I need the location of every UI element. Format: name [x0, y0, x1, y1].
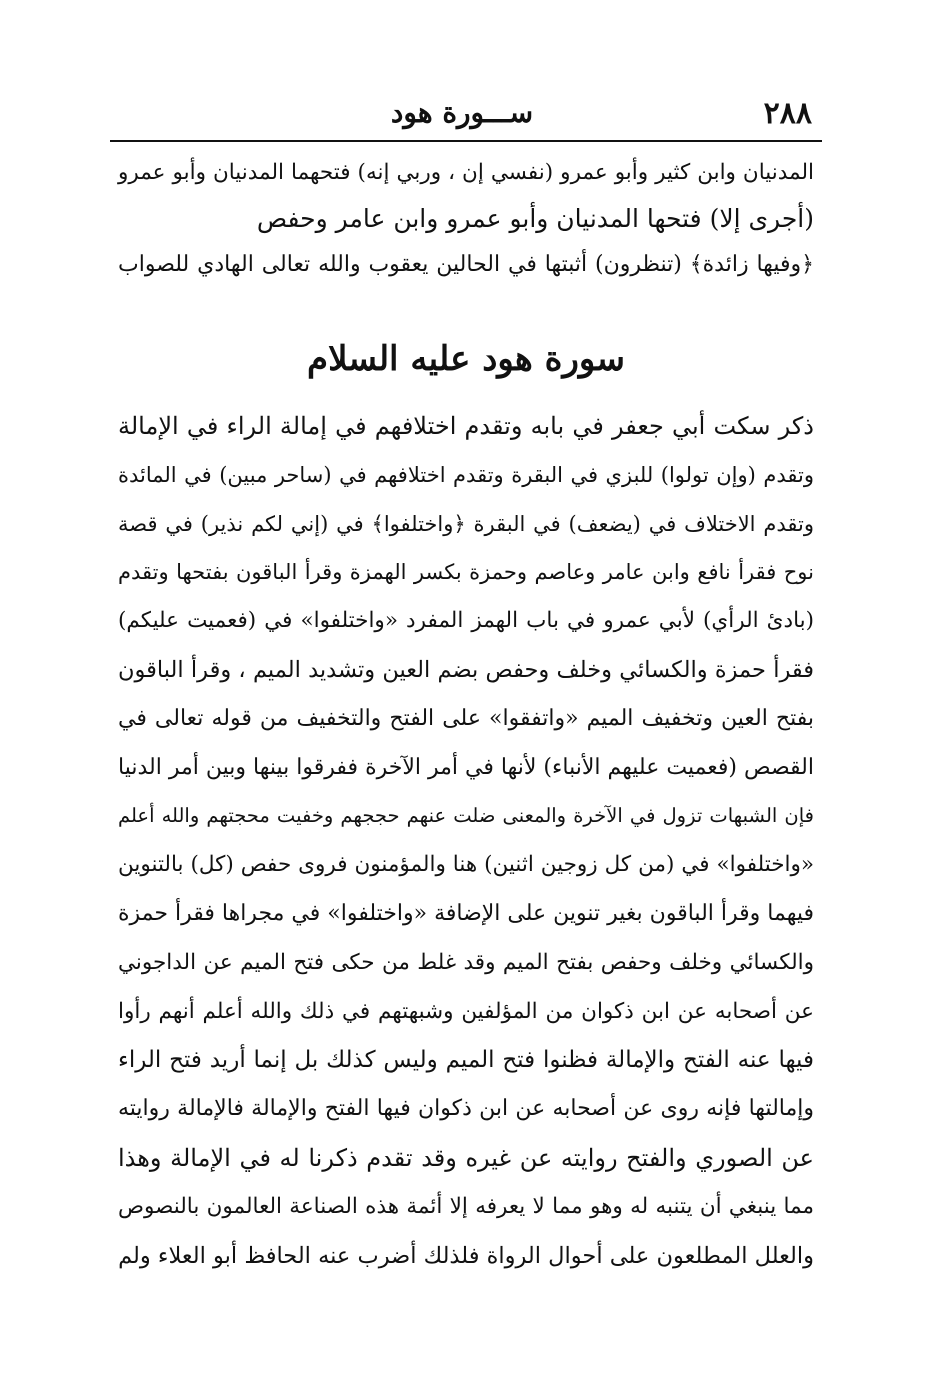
page-header [112, 92, 812, 132]
text-line: عن الصوري والفتح روايته عن غيره وقد تقدم ذكرنا له في الإمالة وهذا [118, 1143, 814, 1172]
text-line: فيها عنه الفتح والإمالة فظنوا فتح الميم وليس كذلك بل إنما أريد فتح الراء [118, 1047, 814, 1074]
text-line: نوح فقرأ نافع وابن عامر وعاصم وحمزة بكسر الهمزة وقرأ الباقون بفتحها وتقدم [118, 560, 814, 585]
text-line: مما ينبغي أن يتنبه له وهو مما لا يعرفه إلا أئمة هذه الصناعة العالمون بالنصوص [118, 1193, 814, 1219]
text-line: والكسائي وخلف وحفص بفتح الميم وقد غلط من حكى فتح الميم عن الداجوني [118, 949, 814, 975]
text-line: والعلل المطلعون على أحوال الرواة فلذلك أضرب عنه الحافظ أبو العلاء ولم [118, 1242, 814, 1269]
text-line: فإن الشبهات تزول في الآخرة والمعنى ضلت عنهم حججهم وخفيت محجتهم والله أعلم [118, 804, 814, 828]
text-line: وتقدم الاختلاف في (يضعف) في البقرة ﴿واختلفوا﴾ في (إني لكم نذير) في قصة [118, 511, 814, 536]
text-line: (بادئ الرأي) لأبي عمرو في باب الهمز المفرد «واختلفوا» في (فعميت عليكم) [118, 608, 814, 634]
text-line: فقرأ حمزة والكسائي وخلف وحفص بضم العين وتشديد الميم ، وقرأ الباقون [118, 656, 814, 683]
text-line: (أجرى إلا) فتحها المدنيان وأبو عمرو وابن عامر وحفص [256, 204, 814, 233]
surah-heading: سورة هود عليه السلام [307, 339, 625, 379]
text-line: وتقدم (وإن تولوا) للبزي في البقرة وتقدم اختلافهم في (ساحر مبين) في المائدة [118, 462, 814, 487]
text-line: المدنيان وابن كثير وأبو عمرو (نفسي إن ، وربي إنه) فتحهما المدنيان وأبو عمرو [118, 160, 814, 185]
text-line: ذكر سكت أبي جعفر في بابه وتقدم اختلافهم في إمالة الراء في الإمالة [118, 412, 814, 440]
running-title: ســـورة هود [390, 96, 534, 129]
text-line: فيهما وقرأ الباقون بغير تنوين على الإضافة «واختلفوا» في مجراها فقرأ حمزة [118, 900, 814, 926]
text-line: «واختلفوا» في (من كل زوجين اثنين) هنا والمؤمنون فروى حفص (كل) بالتنوين [118, 852, 814, 878]
text-line: وإمالتها فإنه روى عن أصحابه عن ابن ذكوان فيها الفتح والإمالة فالإمالة روايته [118, 1096, 814, 1122]
text-line: القصص (فعميت عليهم الأنباء) لأنها في أمر الآخرة ففرقوا بينها وبين أمر الدنيا [118, 754, 814, 780]
previous-surah-ending [118, 150, 814, 288]
main-text [118, 402, 814, 1280]
text-line: بفتح العين وتخفيف الميم «واتفقوا» على الفتح والتخفيف من قوله تعالى في [118, 705, 814, 731]
text-line: ﴿وفيها زائدة﴾ (تنظرون) أثبتها في الحالين يعقوب والله تعالى الهادي للصواب [118, 252, 814, 277]
header-rule [110, 140, 822, 142]
page-number: ٢٨٨ [763, 96, 812, 131]
text-line: عن أصحابه عن ابن ذكوان من المؤلفين وشبهتهم في ذلك والله أعلم أنهم رأوا [118, 998, 814, 1024]
